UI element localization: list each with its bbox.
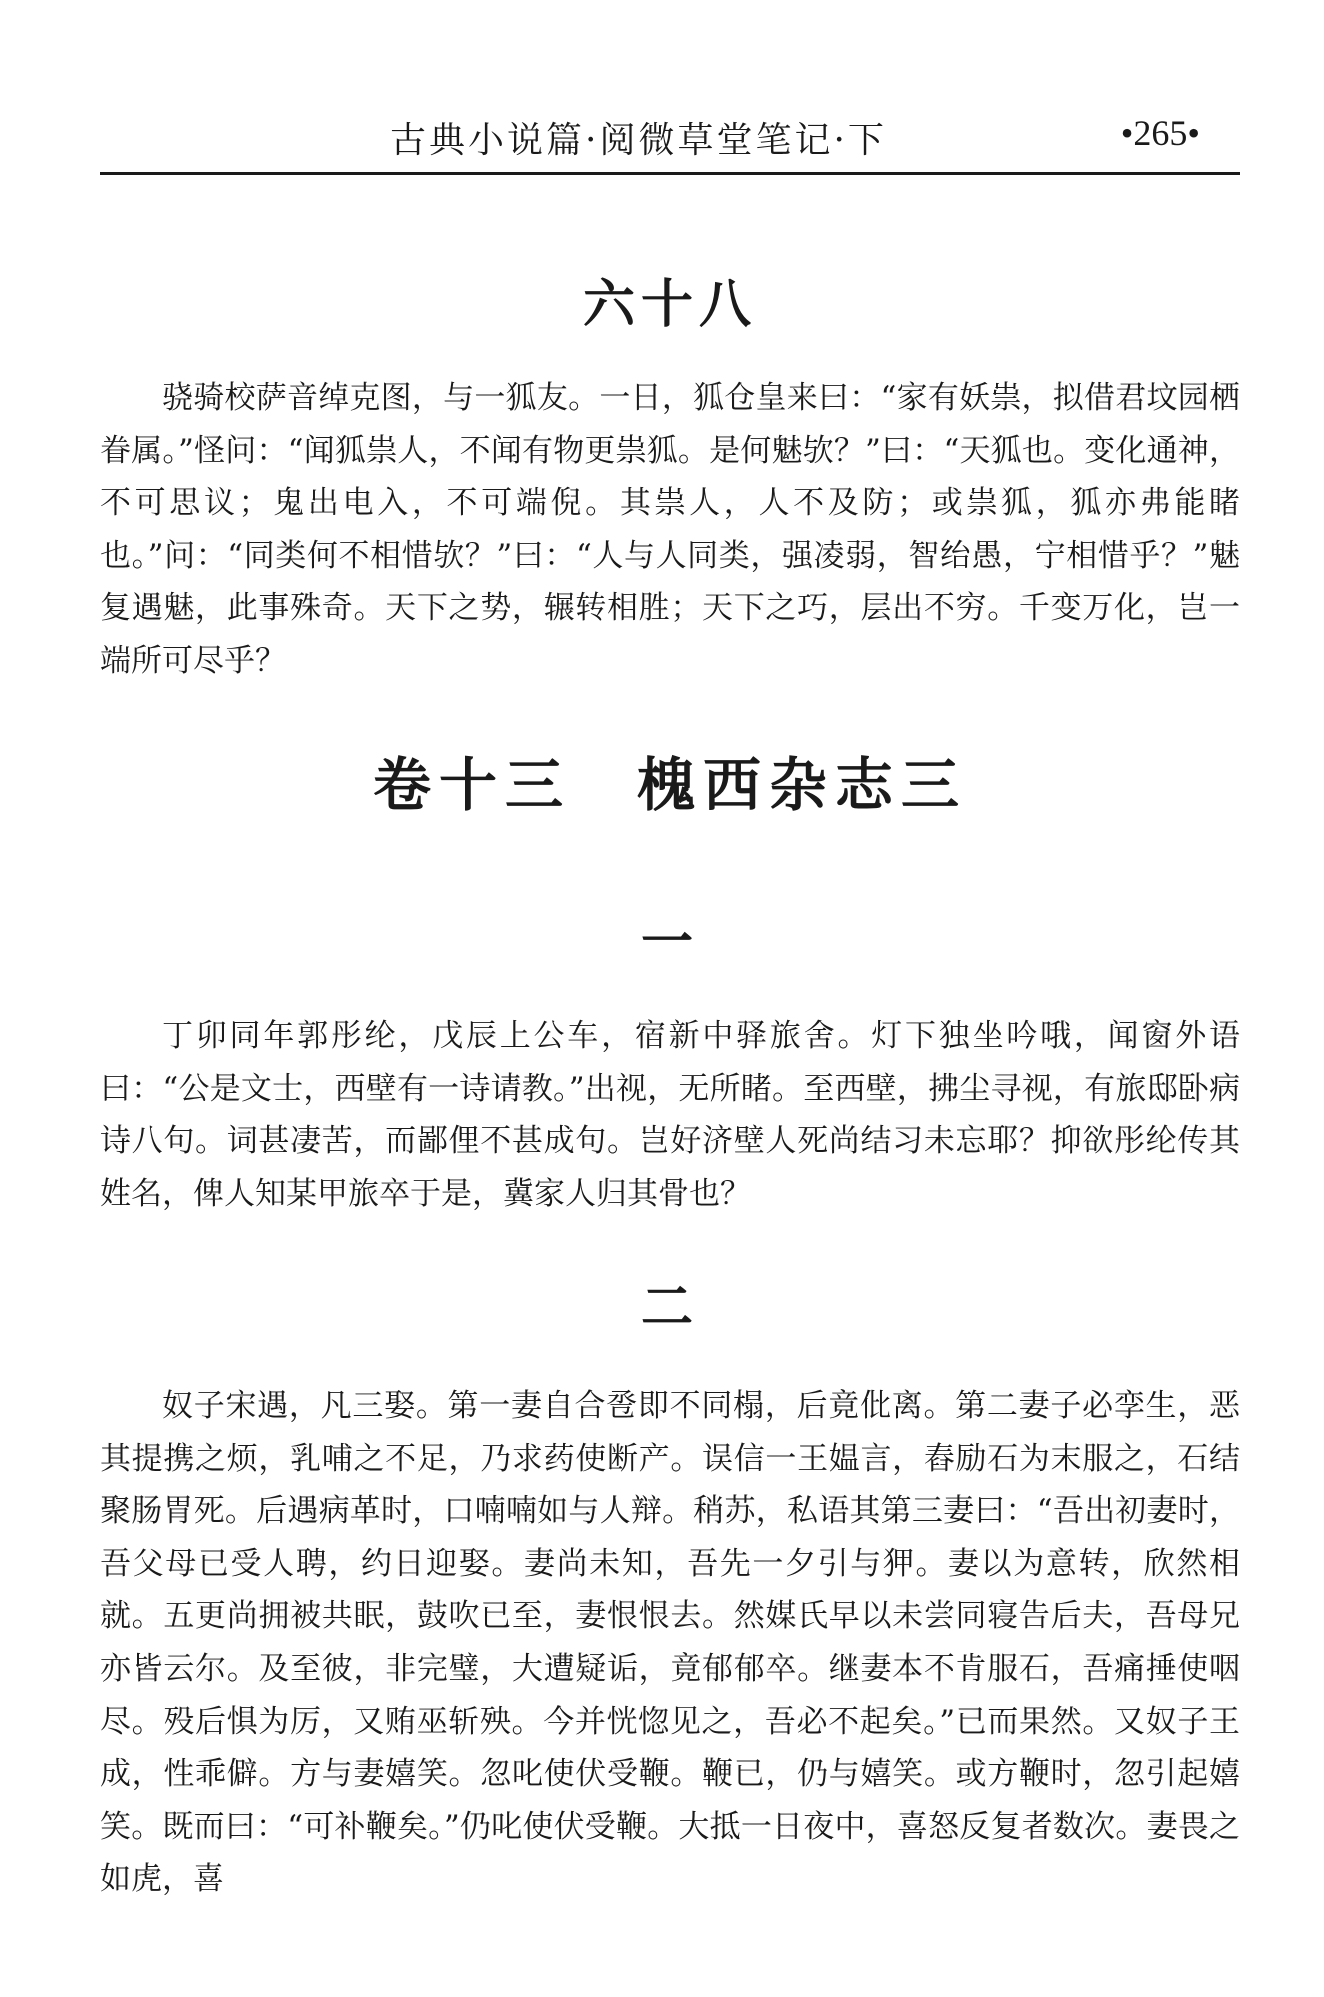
page-number: •265•: [1120, 113, 1200, 153]
section-text-1: 丁卯同年郭彤纶，戊辰上公车，宿新中驿旅舍。灯下独坐吟哦，闻窗外语曰：“公是文士，西壁有一诗请教。”出视，无所睹。至西壁，拂尘寻视，有旅邸卧病诗八句。词甚凄苦，而鄙俚不甚成句。岂好济壁人死尚结习未忘耶？抑欲彤纶传其姓名，俾人知某甲旅卒于是，冀家人归其骨也？: [100, 1018, 1240, 1212]
running-header: [100, 104, 1240, 175]
section-heading-68: 六十八: [582, 275, 757, 335]
running-header-title: 古典小说篇·阅微草堂笔记·下: [390, 120, 887, 161]
section-text-68: 骁骑校萨音绰克图，与一狐友。一日，狐仓皇来曰：“家有妖祟，拟借君坟园栖眷属。”怪问：“闻狐祟人，不闻有物更祟狐。是何魅欤？”曰：“天狐也。变化通神，不可思议；鬼出电入，不可端倪。其祟人，人不及防；或祟狐，狐亦弗能睹也。”问：“同类何不相惜欤？”曰：“人与人同类，强凌弱，智绐愚，宁相惜乎？”魅复遇魅，此事殊奇。天下之势，辗转相胜；天下之巧，层出不穷。千变万化，岂一端所可尽乎？: [100, 380, 1240, 679]
section-text-2: 奴子宋遇，凡三娶。第一妻自合卺即不同榻，后竟仳离。第二妻子必孪生，恶其提携之烦，乳哺之不足，乃求药使断产。误信一王媪言，舂励石为末服之，石结聚肠胃死。后遇病革时，口喃喃如与人辩。稍苏，私语其第三妻曰：“吾出初妻时，吾父母已受人聘，约日迎娶。妻尚未知，吾先一夕引与狎。妻以为意转，欣然相就。五更尚拥被共眠，鼓吹已至，妻恨恨去。然媒氏早以未尝同寝告后夫，吾母兄亦皆云尔。及至彼，非完璧，大遭疑诟，竟郁郁卒。继妻本不肯服石，吾痛捶使咽尽。殁后惧为厉，又贿巫斩殃。今并恍惚见之，吾必不起矣。”已而果然。又奴子王成，性乖僻。方与妻嬉笑。忽叱使伏受鞭。鞭已，仍与嬉笑。或方鞭时，忽引起嬉笑。既而曰：“可补鞭矣。”仍叱使伏受鞭。大抵一日夜中，喜怒反复者数次。妻畏之如虎，喜: [100, 1388, 1240, 1898]
section-heading-2: 二: [640, 1278, 699, 1338]
volume-title: 卷十三 槐西杂志三: [372, 751, 967, 819]
section-heading-1: 一: [640, 913, 699, 973]
